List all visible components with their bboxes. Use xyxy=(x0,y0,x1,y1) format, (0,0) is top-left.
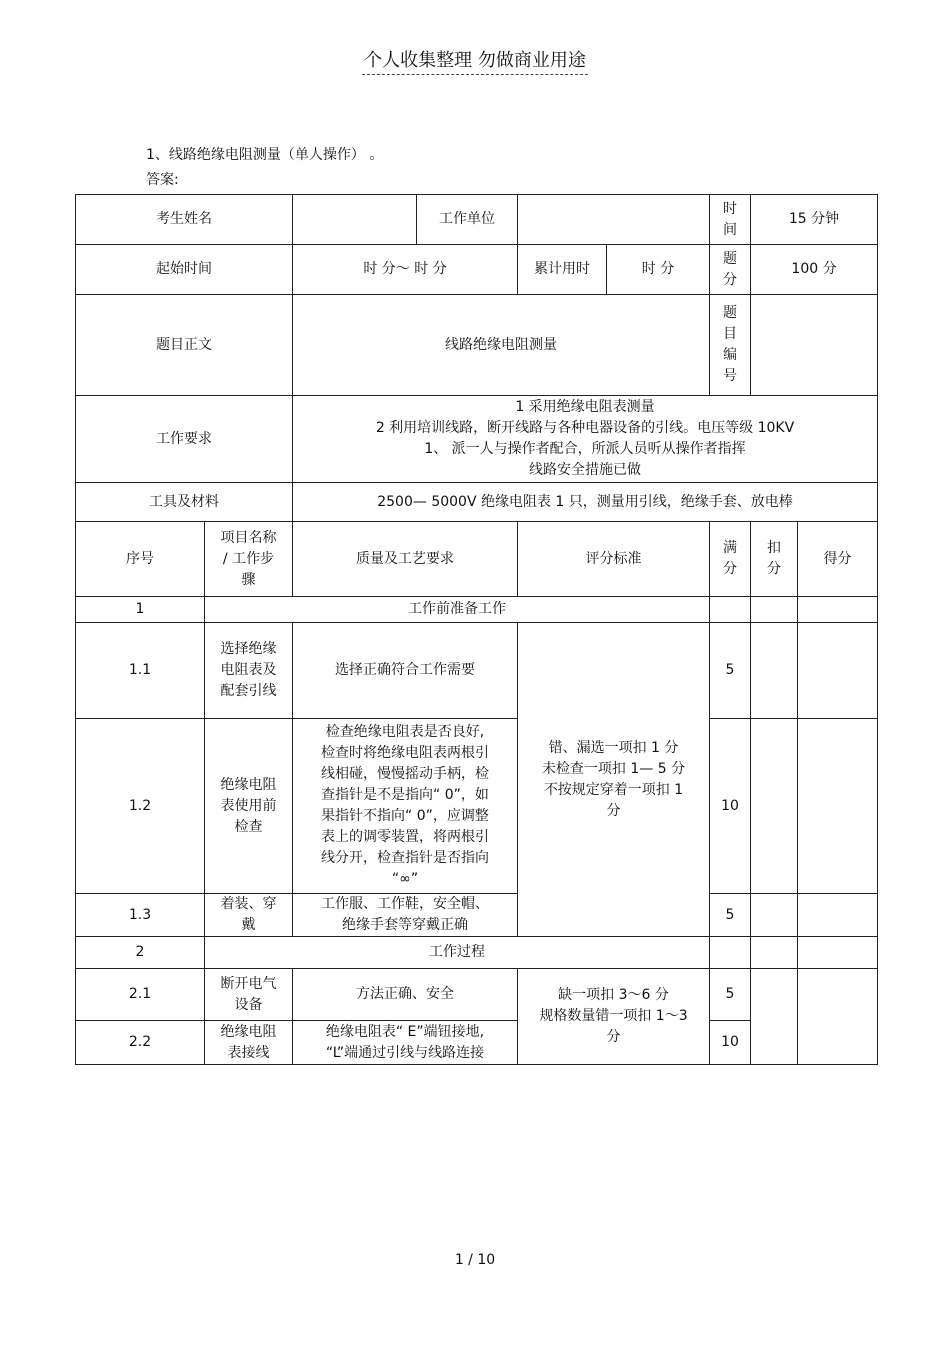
row-full: 10 xyxy=(710,719,751,894)
col-deduct: 扣 分 xyxy=(751,522,798,597)
row-criteria: 错、漏选一项扣 1 分 未检查一项扣 1— 5 分 不按规定穿着一项扣 1 分 xyxy=(518,623,710,937)
row-got[interactable] xyxy=(798,719,878,894)
answer-label: 答案: xyxy=(146,172,179,188)
row-no: 1.3 xyxy=(76,894,205,937)
table-row xyxy=(76,894,878,937)
row-full: 5 xyxy=(710,623,751,719)
section-title: 工作过程 xyxy=(205,937,710,969)
row-no: 2.2 xyxy=(76,1021,205,1065)
section-no: 2 xyxy=(76,937,205,969)
section-no: 1 xyxy=(76,597,205,623)
row-got[interactable] xyxy=(798,623,878,719)
unit-label: 工作单位 xyxy=(417,195,518,245)
table-row xyxy=(76,623,878,719)
start-value: 时 分～ 时 分 xyxy=(293,245,518,295)
row-deduct[interactable] xyxy=(751,623,798,719)
score-label: 题 分 xyxy=(710,245,751,295)
tools-label: 工具及材料 xyxy=(76,483,293,522)
row-deduct[interactable] xyxy=(751,894,798,937)
row-quality: 检查绝缘电阻表是否良好, 检查时将绝缘电阻表两根引 线相碰，慢慢摇动手柄，检 查指针是不是指向“ 0”，如 果指针不指向“ 0”，应调整 表上的调零装置，将两根引 线分开，检查指针是否指向 “∞” xyxy=(293,719,518,894)
question-title: 1、线路绝缘电阻测量（单人操作） 。 xyxy=(146,147,384,163)
body-label: 题目正文 xyxy=(76,295,293,396)
row-no: 1.2 xyxy=(76,719,205,894)
row-quality: 绝缘电阻表“ E”端钮接地, “L”端通过引线与线路连接 xyxy=(293,1021,518,1065)
code-label: 题 目 编 号 xyxy=(710,295,751,396)
name-label: 考生姓名 xyxy=(76,195,293,245)
row-no: 2.1 xyxy=(76,969,205,1021)
start-label: 起始时间 xyxy=(76,245,293,295)
row-criteria: 缺一项扣 3～6 分 规格数量错一项扣 1～3 分 xyxy=(518,969,710,1065)
tools-value: 2500— 5000V 绝缘电阻表 1 只，测量用引线，绝缘手套、放电棒 xyxy=(293,483,878,522)
elapsed-value: 时 分 xyxy=(607,245,710,295)
elapsed-label: 累计用时 xyxy=(518,245,607,295)
unit-value[interactable] xyxy=(518,195,710,245)
row-step: 着装、穿 戴 xyxy=(205,894,293,937)
col-no: 序号 xyxy=(76,522,205,597)
time-value: 15 分钟 xyxy=(751,195,878,245)
page-number: 1 / 10 xyxy=(454,1252,496,1268)
row-quality: 工作服、工作鞋，安全帽、 绝缘手套等穿戴正确 xyxy=(293,894,518,937)
row-step: 断开电气 设备 xyxy=(205,969,293,1021)
col-quality: 质量及工艺要求 xyxy=(293,522,518,597)
row-no: 1.1 xyxy=(76,623,205,719)
row-quality: 选择正确符合工作需要 xyxy=(293,623,518,719)
row-got[interactable] xyxy=(798,894,878,937)
col-full: 满 分 xyxy=(710,522,751,597)
page-header: 个人收集整理 勿做商业用途 xyxy=(0,46,950,72)
code-value[interactable] xyxy=(751,295,878,396)
req-label: 工作要求 xyxy=(76,396,293,483)
score-value: 100 分 xyxy=(751,245,878,295)
row-deduct[interactable] xyxy=(751,719,798,894)
row-step: 绝缘电阻 表使用前 检查 xyxy=(205,719,293,894)
row-full: 5 xyxy=(710,894,751,937)
col-criteria: 评分标准 xyxy=(518,522,710,597)
section-title: 工作前准备工作 xyxy=(205,597,710,623)
time-label: 时 间 xyxy=(710,195,751,245)
req-value: 1 采用绝缘电阻表测量 2 利用培训线路，断开线路与各种电器设备的引线。电压等级 10KV 1、 派一人与操作者配合，所派人员听从操作者指挥 线路安全措施已做 xyxy=(293,396,878,483)
table-row xyxy=(76,719,878,894)
row-got[interactable] xyxy=(798,969,878,1065)
row-full: 5 xyxy=(710,969,751,1021)
table-row xyxy=(76,969,878,1021)
col-step: 项目名称 / 工作步 骤 xyxy=(205,522,293,597)
name-value[interactable] xyxy=(293,195,417,245)
row-full: 10 xyxy=(710,1021,751,1065)
scoring-table xyxy=(75,194,878,1065)
row-deduct[interactable] xyxy=(751,969,798,1065)
col-got: 得分 xyxy=(798,522,878,597)
row-step: 绝缘电阻 表接线 xyxy=(205,1021,293,1065)
row-step: 选择绝缘 电阻表及 配套引线 xyxy=(205,623,293,719)
body-value: 线路绝缘电阻测量 xyxy=(293,295,710,396)
row-quality: 方法正确、安全 xyxy=(293,969,518,1021)
